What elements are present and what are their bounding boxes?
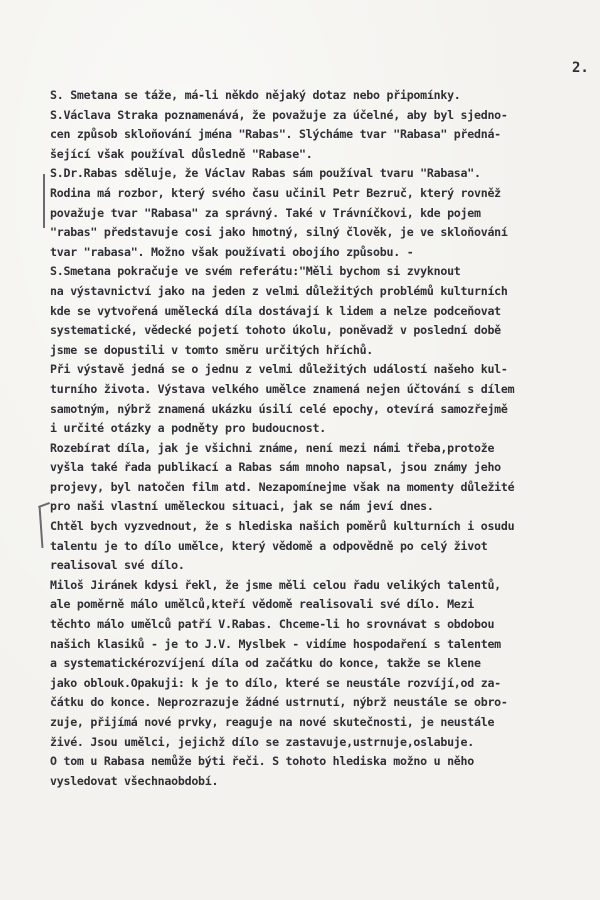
- text-line: jsme se dopustili v tomto směru určitých hříchů.: [50, 342, 374, 357]
- text-line: turního života. Výstava velkého umělce znamená nejen účtování s dílem: [50, 381, 515, 396]
- margin-mark-bracket: [43, 174, 45, 228]
- text-line: šející však používal důsledně "Rabase".: [50, 146, 313, 161]
- text-line: čátku do konce. Neprozrazuje žádné ustrnutí, nýbrž neustále se obro-: [50, 695, 508, 710]
- text-line: tvar "rabasa". Možno však používati obojího způsobu. -: [50, 244, 414, 259]
- margin-mark-hook: [38, 502, 50, 508]
- text-line: zuje, přijímá nové prvky, reaguje na nové skutečnosti, je neustále: [50, 715, 495, 729]
- text-line: S.Václava Straka poznamenává, že považuje za účelné, aby byl sjedno-: [50, 107, 508, 122]
- text-line: ale poměrně málo umělců,kteří vědomě realisovali své dílo. Mezi: [50, 597, 474, 612]
- text-line: pro naši vlastní uměleckou situaci, jak se nám jeví dnes.: [50, 499, 434, 514]
- text-line: S. Smetana se táže, má-li někdo nějaký dotaz nebo připomínky.: [50, 88, 461, 102]
- text-line: na výstavnictví jako na jeden z velmi důležitých problémů kulturních: [50, 283, 508, 298]
- body-text: [50, 86, 598, 791]
- text-line: Rozebírat díla, jak je všichni známe, není mezi námi třeba,protože: [50, 440, 495, 455]
- text-line: Miloš Jiránek kdysi řekl, že jsme měli celou řadu velikých talentů,: [50, 577, 501, 592]
- text-line: S.Smetana pokračuje ve svém referátu:"Měli bychom si zvyknout: [50, 264, 461, 279]
- text-line: i určité otázky a podněty pro budoucnost.: [50, 421, 326, 436]
- text-line: "rabas" představuje cosi jako hmotný, silný člověk, je ve skloňování: [50, 225, 508, 240]
- text-line: realisoval své dílo.: [50, 558, 185, 573]
- page-number: 2.: [572, 60, 589, 76]
- text-line: samotným, nýbrž znamená ukázku úsilí celé epochy, otevírá samozřejmě: [50, 401, 508, 416]
- text-line: talentu je to dílo umělce, který vědomě a odpovědně po celý život: [50, 538, 488, 553]
- text-line: považuje tvar "Rabasa" za správný. Také v Trávníčkovi, kde pojem: [50, 205, 481, 220]
- text-line: Rodina má rozbor, který svého času učinil Petr Bezruč, který rovněž: [50, 185, 501, 200]
- margin-mark-bracket: [39, 506, 44, 548]
- text-line: O tom u Rabasa nemůže býti řeči. S tohoto hlediska možno u něho: [50, 754, 474, 769]
- text-line: jako oblouk.Opakuji: k je to dílo, které se neustále rozvíjí,od za-: [50, 675, 501, 690]
- text-line: Chtěl bych vyzvednout, že s hlediska našich poměrů kulturních i osudu: [50, 519, 515, 534]
- text-line: a systematickérozvíjení díla od začátku do konce, takže se klene: [50, 656, 481, 671]
- text-line: projevy, byl natočen film atd. Nezapomínejme však na momenty důležité: [50, 479, 515, 494]
- text-line: systematické, vědecké pojetí tohoto úkolu, poněvadž v poslední době: [50, 323, 501, 338]
- text-line: kde se vytvořená umělecká díla dostávají k lidem a nelze podceňovat: [50, 303, 501, 318]
- text-line: vyšla také řada publikací a Rabas sám mnoho napsal, jsou známy jeho: [50, 460, 501, 475]
- text-line: Při výstavě jedná se o jednu z velmi důležitých událostí našeho kul-: [50, 362, 508, 377]
- text-line: S.Dr.Rabas sděluje, že Václav Rabas sám používal tvaru "Rabasa".: [50, 166, 481, 181]
- text-line: vysledovat všechnaobdobí.: [50, 773, 219, 788]
- text-line: živé. Jsou umělci, jejichž dílo se zastavuje,ustrnuje,oslabuje.: [50, 734, 474, 749]
- text-line: cen způsob skloňování jména "Rabas". Slýcháme tvar "Rabasa" předná-: [50, 127, 501, 142]
- text-line: našich klasiků - je to J.V. Myslbek - vidíme hospodaření s talentem: [50, 636, 501, 651]
- text-line: těchto málo umělců patří V.Rabas. Chceme-li ho srovnávat s obdobou: [50, 617, 495, 632]
